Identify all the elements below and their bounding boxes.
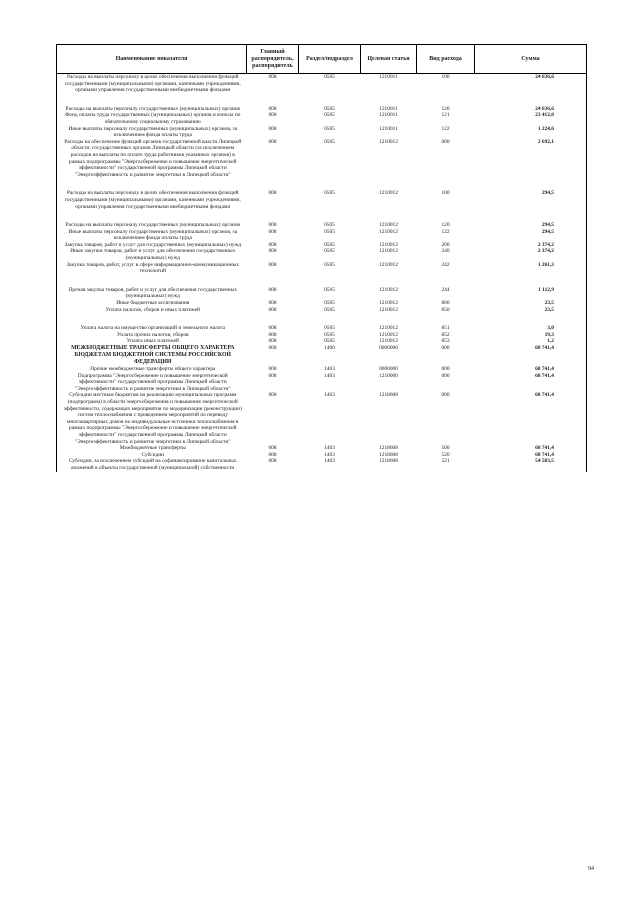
header-sum: Сумма bbox=[475, 45, 587, 74]
cell-admin: 008 bbox=[268, 451, 277, 458]
cell-kind: 244 bbox=[441, 286, 450, 293]
cell-sum: 19,3 bbox=[475, 332, 587, 339]
cell-name: Закупка товаров, работ и услуг для государственных (муниципальных) нужд bbox=[57, 242, 247, 249]
cell-admin: 008 bbox=[268, 306, 277, 313]
table-row bbox=[57, 338, 587, 345]
cell-target: 1210011 bbox=[379, 74, 398, 80]
cell-section: 0505 bbox=[324, 190, 335, 197]
cell-kind: 851 bbox=[441, 325, 450, 332]
cell-name: Прочая закупка товаров, работ и услуг для обеспечения государственных (муниципальных) нужд bbox=[57, 275, 247, 300]
cell-kind: 121 bbox=[441, 112, 450, 119]
budget-table bbox=[56, 44, 587, 472]
cell-section: 0505 bbox=[324, 331, 335, 338]
cell-name: Уплата иных платежей bbox=[57, 338, 247, 345]
cell-section: 0505 bbox=[324, 286, 335, 293]
cell-target: 0000000 bbox=[379, 345, 398, 351]
table-row bbox=[57, 210, 587, 229]
cell-kind: 100 bbox=[441, 190, 450, 197]
table-row bbox=[57, 248, 587, 261]
page-number: 94 bbox=[588, 866, 594, 872]
cell-admin: 008 bbox=[268, 112, 277, 119]
cell-section: 0505 bbox=[324, 105, 335, 112]
cell-target: 1210012 bbox=[379, 190, 398, 197]
cell-target: 1218608 bbox=[379, 445, 398, 452]
cell-sum: 2 374,2 bbox=[475, 248, 587, 261]
cell-section: 0505 bbox=[324, 112, 335, 119]
cell-section: 1400 bbox=[324, 345, 335, 351]
cell-admin: 008 bbox=[268, 300, 277, 307]
cell-target: 1218608 bbox=[379, 458, 398, 465]
table-header-row bbox=[57, 45, 587, 74]
table-row bbox=[57, 74, 587, 94]
cell-name: Межбюджетные трансферты bbox=[57, 445, 247, 452]
cell-section: 0505 bbox=[324, 261, 335, 268]
cell-kind: 800 bbox=[441, 300, 450, 307]
cell-sum: 294,5 bbox=[475, 178, 587, 210]
cell-kind: 122 bbox=[441, 125, 450, 132]
cell-kind: 520 bbox=[441, 451, 450, 458]
cell-sum: 23,5 bbox=[475, 307, 587, 314]
table-row bbox=[57, 373, 587, 393]
table-body bbox=[57, 74, 587, 472]
cell-admin: 008 bbox=[268, 345, 277, 351]
cell-section: 1403 bbox=[324, 445, 335, 452]
cell-target: 1210012 bbox=[379, 286, 398, 293]
cell-admin: 008 bbox=[268, 105, 277, 112]
cell-name: Расходы на выплаты персоналу в целях обеспечения выполнения функций государственными (муниципальными) органами, казенными учреждениями, органами управления государственными внебюджетными фондами bbox=[57, 178, 247, 210]
cell-target: 1210012 bbox=[379, 222, 398, 229]
cell-admin: 008 bbox=[268, 458, 277, 465]
cell-sum: 68 741,4 bbox=[475, 366, 587, 373]
header-section: Раздел/подраздел bbox=[299, 45, 361, 74]
cell-name: Иные бюджетные ассигнования bbox=[57, 300, 247, 307]
cell-admin: 008 bbox=[268, 331, 277, 338]
table-row bbox=[57, 262, 587, 275]
cell-sum: 54 583,5 bbox=[475, 458, 587, 471]
cell-target: 1218608 bbox=[379, 451, 398, 458]
cell-section: 1403 bbox=[324, 392, 335, 399]
cell-name: Субсидии, за исключением субсидий на софинансирование капитальных вложений в объекты государственной (муниципальной) собственности bbox=[57, 458, 247, 471]
cell-section: 0505 bbox=[324, 248, 335, 255]
cell-name: Субсидии местным бюджетам на реализацию муниципальных программ (подпрограмм) в области энергосбережения и повышения энергетической эффективности, содержащих мероприятия по модернизации (реконструкции) систем теплоснабжения с проведением мероприятий по переводу многоквартирных домов на индивидуальные источники теплоснабжения в рамках подпрограммы "Энергосбережение и повышение энергетической эффективности" государственной программы Липецкой области "Энергоэффективность и развитие энергетики в Липецкой области" bbox=[57, 392, 247, 445]
cell-name: Иные выплаты персоналу государственных (муниципальных) органов, за исключением фонда оплаты труда bbox=[57, 126, 247, 139]
cell-sum: 68 741,4 bbox=[475, 345, 587, 366]
table-row bbox=[57, 366, 587, 373]
cell-admin: 008 bbox=[268, 248, 277, 255]
cell-section: 1403 bbox=[324, 372, 335, 379]
cell-kind: 122 bbox=[441, 228, 450, 235]
cell-kind: 521 bbox=[441, 458, 450, 465]
cell-admin: 008 bbox=[268, 241, 277, 248]
cell-section: 0505 bbox=[324, 241, 335, 248]
cell-name: Субсидии bbox=[57, 452, 247, 459]
table-row bbox=[57, 178, 587, 210]
cell-admin: 008 bbox=[268, 325, 277, 332]
cell-target: 1210012 bbox=[379, 300, 398, 307]
cell-name: Иные закупки товаров, работ и услуг для обеспечения государственных (муниципальных) нужд bbox=[57, 248, 247, 261]
cell-name: Подпрограмма "Энергосбережение и повышение энергетической эффективности" государственной программы Липецкой области "Энергоэффективность и развитие энергетики в Липецкой области" bbox=[57, 373, 247, 393]
cell-kind: 000 bbox=[441, 372, 450, 379]
table-row bbox=[57, 445, 587, 452]
cell-sum: 2 692,1 bbox=[475, 139, 587, 179]
cell-name: Расходы на обеспечение функций органов государственной власти Липецкой области, государственных органов Липецкой области (за исключением расходов на выплаты по оплате труда работников указанных органов) в рамках подпрограммы "Энергосбережение и повышение энергетической эффективности" государственной программы Липецкой области "Энергоэффективность и развитие энергетики в Липецкой области" bbox=[57, 139, 247, 179]
table-row bbox=[57, 126, 587, 139]
cell-section: 0505 bbox=[324, 325, 335, 332]
cell-admin: 008 bbox=[268, 74, 277, 80]
table-row bbox=[57, 300, 587, 307]
cell-target: 1218608 bbox=[379, 392, 398, 399]
cell-target: 1210011 bbox=[379, 125, 398, 132]
table-row bbox=[57, 139, 587, 179]
cell-target: 1210012 bbox=[379, 228, 398, 235]
cell-sum: 23,5 bbox=[475, 300, 587, 307]
cell-sum: 68 741,4 bbox=[475, 452, 587, 459]
cell-name: МЕЖБЮДЖЕТНЫЕ ТРАНСФЕРТЫ ОБЩЕГО ХАРАКТЕРА БЮДЖЕТАМ БЮДЖЕТНОЙ СИСТЕМЫ РОССИЙСКОЙ ФЕДЕРАЦИИ bbox=[57, 345, 247, 366]
cell-sum: 23 412,0 bbox=[475, 112, 587, 125]
table-row bbox=[57, 345, 587, 366]
cell-kind: 000 bbox=[441, 138, 450, 145]
cell-kind: 240 bbox=[441, 248, 450, 255]
cell-kind: 000 bbox=[441, 366, 450, 372]
cell-target: 1210012 bbox=[379, 331, 398, 338]
cell-admin: 008 bbox=[268, 222, 277, 229]
cell-kind: 242 bbox=[441, 261, 450, 268]
cell-section: 0505 bbox=[324, 306, 335, 313]
cell-section: 0505 bbox=[324, 222, 335, 229]
table-row bbox=[57, 275, 587, 300]
cell-kind: 120 bbox=[441, 105, 450, 112]
header-kind: Вид расхода bbox=[417, 45, 475, 74]
cell-sum: 1 261,3 bbox=[475, 262, 587, 275]
cell-target: 0000000 bbox=[379, 366, 398, 372]
cell-kind: 500 bbox=[441, 445, 450, 452]
cell-name: Иные выплаты персоналу государственных (муниципальных) органов, за исключением фонда оплаты труда bbox=[57, 229, 247, 242]
cell-kind: 000 bbox=[441, 392, 450, 399]
header-target: Целевая статья bbox=[361, 45, 417, 74]
cell-sum: 68 741,4 bbox=[475, 445, 587, 452]
cell-kind: 200 bbox=[441, 241, 450, 248]
cell-section: 0505 bbox=[324, 228, 335, 235]
cell-sum: 2 374,2 bbox=[475, 242, 587, 249]
cell-sum: 1 112,9 bbox=[475, 275, 587, 300]
cell-admin: 008 bbox=[268, 138, 277, 145]
cell-target: 1210012 bbox=[379, 325, 398, 332]
cell-target: 1210012 bbox=[379, 138, 398, 145]
cell-admin: 008 bbox=[268, 366, 277, 372]
cell-kind: 853 bbox=[441, 338, 450, 345]
cell-target: 1210012 bbox=[379, 338, 398, 345]
cell-admin: 008 bbox=[268, 392, 277, 399]
cell-name: Закупка товаров, работ, услуг в сфере информационно-коммуникационных технологий bbox=[57, 262, 247, 275]
table-row bbox=[57, 307, 587, 314]
cell-section: 0505 bbox=[324, 338, 335, 345]
cell-section: 1403 bbox=[324, 458, 335, 465]
cell-section: 0505 bbox=[324, 138, 335, 145]
cell-target: 1210012 bbox=[379, 248, 398, 255]
header-admin: Главный распорядитель, распорядитель bbox=[247, 45, 299, 74]
cell-kind: 000 bbox=[441, 345, 450, 351]
cell-section: 1403 bbox=[324, 366, 335, 372]
table-row bbox=[57, 313, 587, 332]
cell-section: 0505 bbox=[324, 300, 335, 307]
cell-name: Расходы на выплаты персоналу в целях обеспечения выполнения функций государственными (муниципальными) органами, казенными учреждениями, органами управления государственными внебюджетными фондами bbox=[57, 74, 247, 94]
table-row bbox=[57, 229, 587, 242]
cell-kind: 852 bbox=[441, 331, 450, 338]
cell-target: 1210000 bbox=[379, 372, 398, 379]
cell-section: 0505 bbox=[324, 125, 335, 132]
cell-sum: 294,5 bbox=[475, 229, 587, 242]
cell-admin: 008 bbox=[268, 125, 277, 132]
cell-sum: 1,2 bbox=[475, 338, 587, 345]
cell-sum: 3,0 bbox=[475, 313, 587, 332]
cell-sum: 24 636,6 bbox=[475, 94, 587, 113]
cell-admin: 008 bbox=[268, 445, 277, 452]
cell-sum: 294,5 bbox=[475, 210, 587, 229]
cell-admin: 008 bbox=[268, 286, 277, 293]
cell-name: Расходы на выплаты персоналу государственных (муниципальных) органов bbox=[57, 94, 247, 113]
cell-name: Уплата прочих налогов, сборов bbox=[57, 332, 247, 339]
cell-section: 1403 bbox=[324, 451, 335, 458]
table-row bbox=[57, 112, 587, 125]
table-row bbox=[57, 392, 587, 445]
cell-section: 0505 bbox=[324, 74, 335, 80]
cell-name: Прочие межбюджетные трансферты общего характера bbox=[57, 366, 247, 373]
cell-name: Уплата налога на имущество организаций и земельного налога bbox=[57, 313, 247, 332]
cell-admin: 008 bbox=[268, 228, 277, 235]
header-name: Наименование показателя bbox=[57, 45, 247, 74]
cell-name: Фонд оплаты труда государственных (муниципальных) органов и взносы по обязательному социальному страхованию bbox=[57, 112, 247, 125]
cell-admin: 008 bbox=[268, 338, 277, 345]
cell-target: 1210012 bbox=[379, 241, 398, 248]
cell-admin: 008 bbox=[268, 372, 277, 379]
table-row bbox=[57, 458, 587, 471]
cell-target: 1210011 bbox=[379, 112, 398, 119]
cell-kind: 100 bbox=[441, 74, 450, 80]
cell-sum: 1 224,6 bbox=[475, 126, 587, 139]
cell-sum: 24 636,6 bbox=[475, 74, 587, 94]
cell-kind: 850 bbox=[441, 306, 450, 313]
cell-sum: 68 741,4 bbox=[475, 373, 587, 393]
cell-admin: 008 bbox=[268, 190, 277, 197]
cell-target: 1210011 bbox=[379, 105, 398, 112]
cell-kind: 120 bbox=[441, 222, 450, 229]
cell-name: Уплата налогов, сборов и иных платежей bbox=[57, 307, 247, 314]
table-row bbox=[57, 94, 587, 113]
cell-target: 1210012 bbox=[379, 261, 398, 268]
cell-sum: 68 741,4 bbox=[475, 392, 587, 445]
cell-admin: 008 bbox=[268, 261, 277, 268]
cell-target: 1210012 bbox=[379, 306, 398, 313]
cell-name: Расходы на выплаты персоналу государственных (муниципальных) органов bbox=[57, 210, 247, 229]
